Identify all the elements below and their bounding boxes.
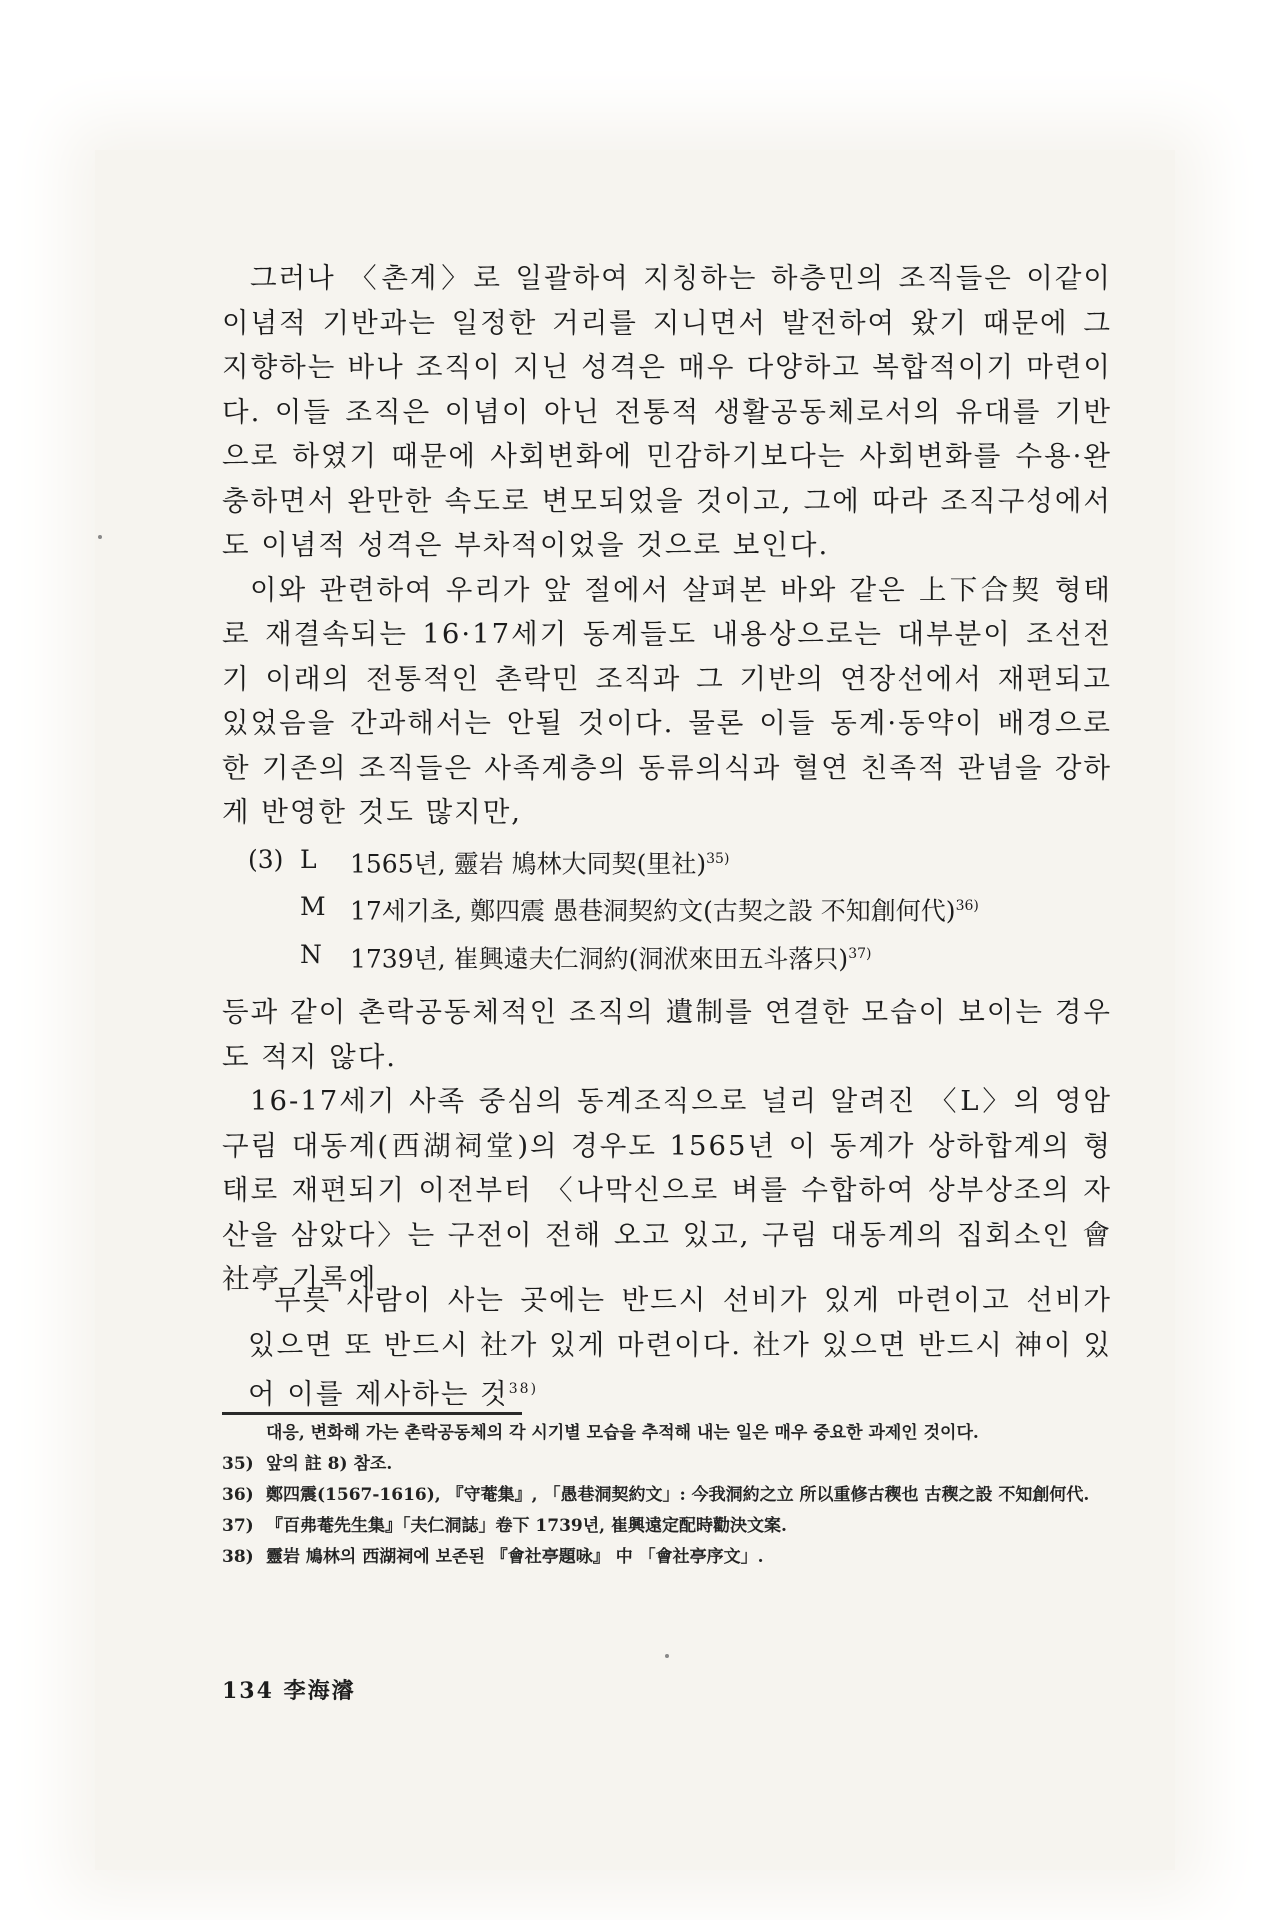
footnote-rule [222,1412,522,1415]
footnote-text: 靈岩 鳩林의 西湖祠에 보존된 『會社亭題咏』 中 「會社亭序文」. [266,1547,764,1567]
paragraph-3: 등과 같이 촌락공동체적인 조직의 遺制를 연결한 모습이 보이는 경우도 적지 않다. [222,996,1112,1073]
footnote-number: 38) [222,1547,254,1567]
paragraph-2: 이와 관련하여 우리가 앞 절에서 살펴본 바와 같은 上下合契 형태로 재결속되는 16·17세기 동계들도 내용상으로는 대부분이 조선전기 이래의 전통적인 촌락민 조직과 그 기반의 연장선에서 재편되고 있었음을 간과해서는 안될 것이다. 물론 이들 동계·동약이 배경으로 한 기존의 조직들은 사족계층의 동류의식과 혈연 친족적 관념을 강하게 반영한 것도 많지만, [222,573,1112,828]
example-text: 17세기초, 鄭四震 愚巷洞契約文(古契之設 不知創何代) [350,896,956,926]
example-letter: L [300,845,317,874]
footnote-text: 앞의 註 8) 참조. [266,1454,393,1474]
footnotes [222,1418,1112,1573]
example-item [248,885,1118,932]
footnote-number: 35) [222,1454,254,1474]
scan-speck [665,1654,669,1658]
footnote-text: 鄭四震(1567-1616), 『守菴集』, 「愚巷洞契約文」: 今我洞約之立 所以重修古稧也 古稧之設 不知創何代. [266,1485,1090,1505]
footnote-ref: 36) [955,898,979,915]
paragraph-1: 그러나 〈촌계〉로 일괄하여 지칭하는 하층민의 조직들은 이같이 이념적 기반과는 일정한 거리를 지니면서 발전하여 왔기 때문에 그 지향하는 바나 조직이 지닌 성격은 매우 다양하고 복합적이기 마련이다. 이들 조직은 이념이 아닌 전통적 생활공동체로서의 유대를 기반으로 하였기 때문에 사회변화에 민감하기보다는 사회변화를 수용·완충하면서 완만한 속도로 변모되었을 것이고, 그에 따라 조직구성에서도 이념적 성격은 부차적이었을 것으로 보인다. [222,262,1112,561]
example-item [248,838,1118,885]
main-text-top [222,256,1112,835]
block-quote [248,1278,1112,1417]
example-text: 1565년, 靈岩 鳩林大同契(里社) [350,849,707,879]
page-footer [222,1674,356,1705]
footnote [222,1542,1112,1573]
main-text-bottom [222,990,1112,1302]
author-name: 李海濬 [283,1678,356,1704]
footnote [222,1480,1112,1511]
footnote-ref: 35) [706,851,730,867]
example-number: (3) [248,845,284,874]
footnote-ref: 38) [508,1381,539,1397]
example-item [248,933,1118,980]
example-number [248,885,300,932]
footnote-number: 36) [222,1485,254,1505]
example-letter: M [300,892,326,922]
example-letter: N [300,939,322,969]
footnote-number: 37) [222,1516,254,1536]
footnote-ref: 37) [848,945,872,962]
example-list [248,838,1118,980]
example-text: 1739년, 崔興遠夫仁洞約(洞洑來田五斗落只) [350,943,849,973]
footnote-text: 『百弗菴先生集』「夫仁洞誌」卷下 1739년, 崔興遠定配時勸決文案. [266,1516,787,1536]
quote-text: 무릇 사람이 사는 곳에는 반드시 선비가 있게 마련이고 선비가 있으면 또 반드시 社가 있게 마련이다. 社가 있으면 반드시 神이 있어 이를 제사하는 것 [248,1284,1112,1411]
example-number [248,933,300,980]
footnote [222,1449,1112,1480]
footnote [222,1511,1112,1542]
page-number: 134 [222,1678,274,1704]
paragraph-4: 16-17세기 사족 중심의 동계조직으로 널리 알려진 〈L〉의 영암 구림 대동계(西湖祠堂)의 경우도 1565년 이 동계가 상하합계의 형태로 재편되기 이전부터 〈나막신으로 벼를 수합하여 상부상조의 자산을 삼았다〉는 구전이 전해 오고 있고, 구림 대동계의 집회소인 會社亭 기록에 [222,1085,1112,1295]
footnote-continuation: 대응, 변화해 가는 촌락공동체의 각 시기별 모습을 추적해 내는 일은 매우 중요한 과제인 것이다. [266,1423,979,1443]
scan-speck [98,535,102,539]
